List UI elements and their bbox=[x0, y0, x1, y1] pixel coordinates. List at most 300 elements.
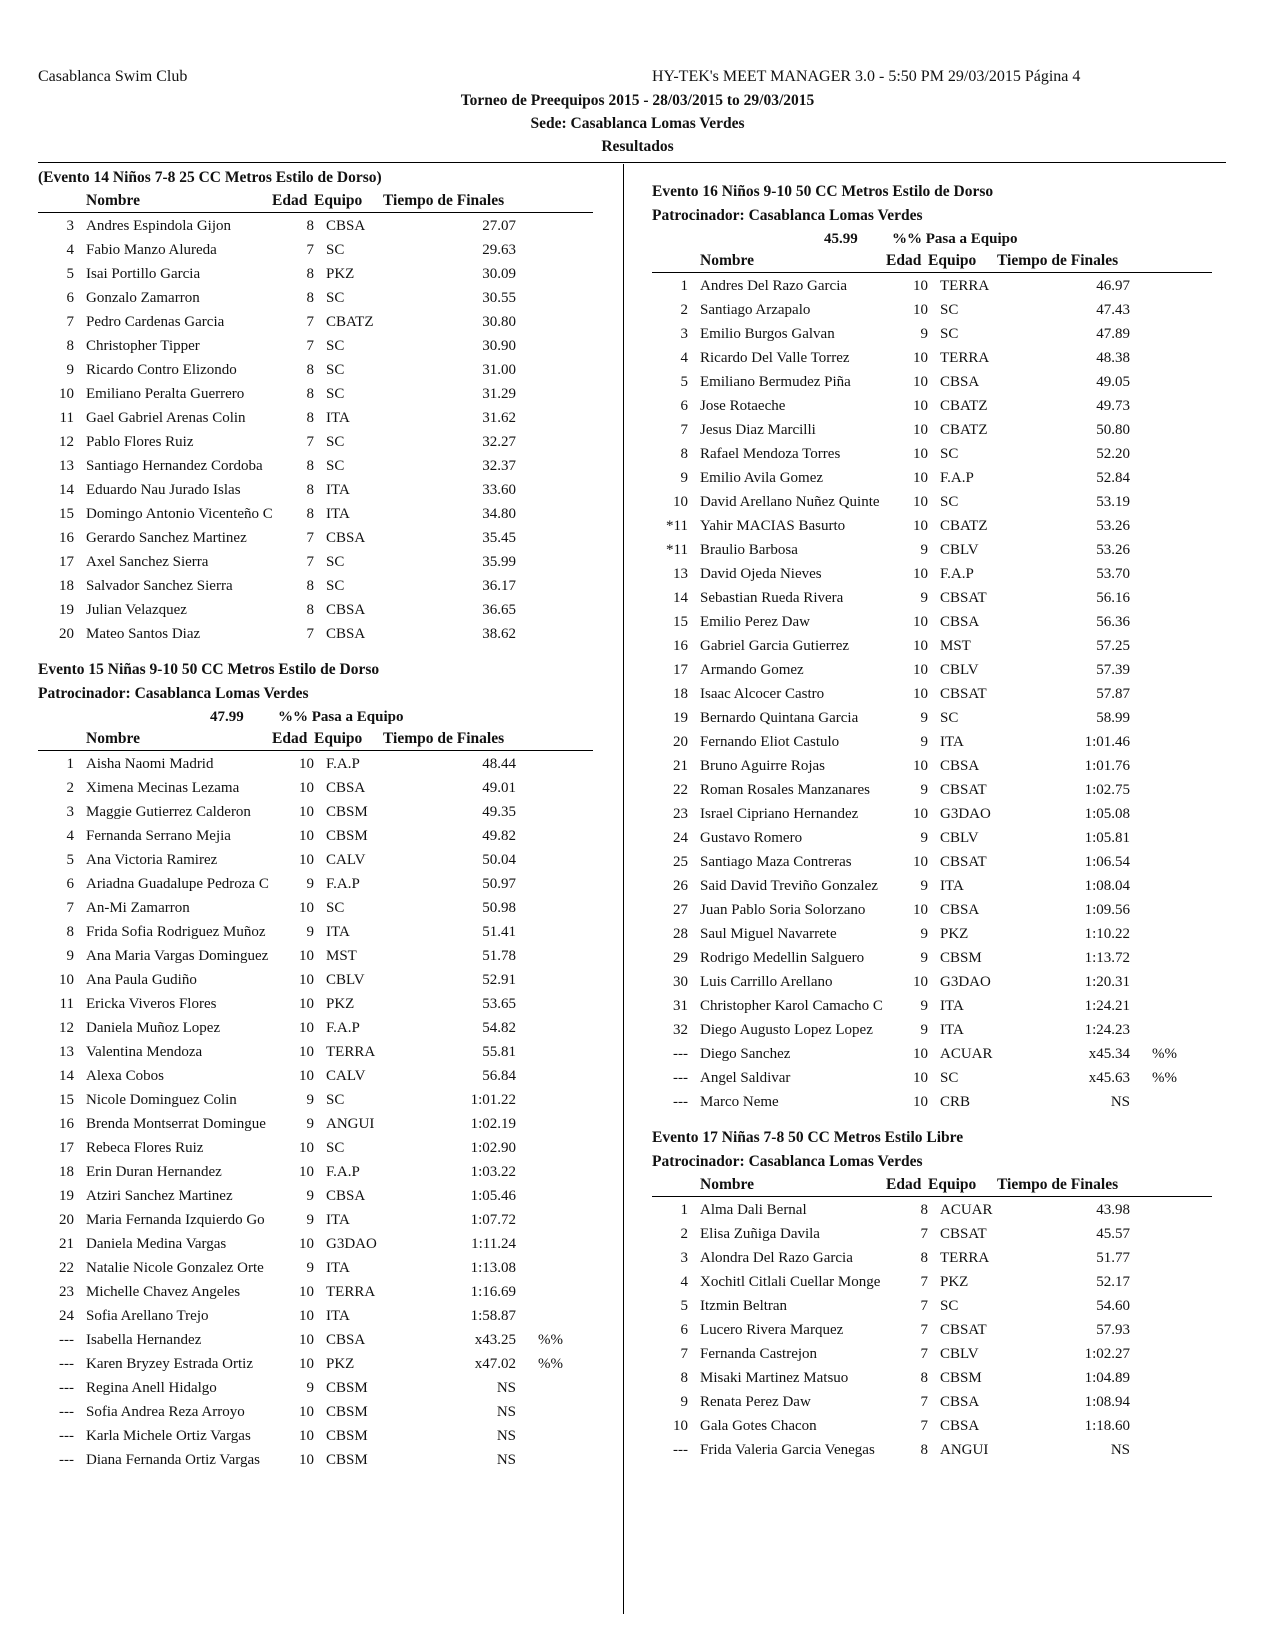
result-name: Itzmin Beltran bbox=[700, 1298, 788, 1314]
result-row bbox=[652, 898, 1212, 922]
col-time: Tiempo de Finales bbox=[383, 730, 505, 747]
result-team: ITA bbox=[326, 506, 350, 522]
event-14-results bbox=[38, 214, 593, 646]
result-time: 47.89 bbox=[1096, 326, 1130, 342]
result-team: CBATZ bbox=[326, 314, 374, 330]
event-15-sponsor: Patrocinador: Casablanca Lomas Verdes bbox=[38, 685, 309, 702]
result-age: 10 bbox=[913, 902, 928, 918]
result-row bbox=[652, 1318, 1212, 1342]
result-row bbox=[652, 1042, 1212, 1066]
result-place: 5 bbox=[680, 1298, 688, 1314]
result-age: 10 bbox=[299, 1164, 314, 1180]
result-row bbox=[652, 994, 1212, 1018]
result-age: 8 bbox=[920, 1442, 928, 1458]
result-team: ACUAR bbox=[940, 1046, 993, 1062]
result-age: 10 bbox=[913, 518, 928, 534]
result-name: Nicole Dominguez Colin bbox=[86, 1092, 237, 1108]
result-place: 7 bbox=[680, 1346, 688, 1362]
result-row bbox=[652, 1198, 1212, 1222]
result-time: 51.78 bbox=[482, 948, 516, 964]
result-name: Ricardo Contro Elizondo bbox=[86, 362, 237, 378]
result-team: CBATZ bbox=[940, 518, 988, 534]
result-time: 31.29 bbox=[482, 386, 516, 402]
result-time: 1:18.60 bbox=[1084, 1418, 1130, 1434]
result-time: 36.65 bbox=[482, 602, 516, 618]
result-name: Natalie Nicole Gonzalez Orte bbox=[86, 1260, 264, 1276]
result-time: 30.55 bbox=[482, 290, 516, 306]
header-rule bbox=[38, 162, 1226, 163]
result-age: 9 bbox=[920, 734, 928, 750]
result-mark: %% bbox=[538, 1356, 563, 1372]
col-age: Edad bbox=[886, 1176, 922, 1193]
result-name: Isabella Hernandez bbox=[86, 1332, 202, 1348]
result-time: 56.36 bbox=[1096, 614, 1130, 630]
result-name: Isaac Alcocer Castro bbox=[700, 686, 825, 702]
result-time: 49.35 bbox=[482, 804, 516, 820]
result-row bbox=[38, 478, 593, 502]
result-team: SC bbox=[940, 302, 959, 318]
result-row bbox=[38, 1376, 593, 1400]
result-row bbox=[652, 682, 1212, 706]
result-place: 4 bbox=[66, 828, 74, 844]
result-age: 9 bbox=[920, 998, 928, 1014]
result-age: 10 bbox=[913, 806, 928, 822]
result-time: 56.84 bbox=[482, 1068, 516, 1084]
result-row bbox=[652, 658, 1212, 682]
result-age: 9 bbox=[920, 542, 928, 558]
result-time: 57.87 bbox=[1096, 686, 1130, 702]
result-team: CBSM bbox=[940, 1370, 982, 1386]
result-name: Emiliano Peralta Guerrero bbox=[86, 386, 245, 402]
result-place: 6 bbox=[680, 398, 688, 414]
result-row bbox=[652, 1066, 1212, 1090]
result-row bbox=[652, 1390, 1212, 1414]
col-age: Edad bbox=[272, 730, 308, 747]
result-row bbox=[652, 706, 1212, 730]
result-place: 18 bbox=[59, 1164, 74, 1180]
result-row bbox=[38, 310, 593, 334]
result-name: Alma Dali Bernal bbox=[700, 1202, 807, 1218]
result-row bbox=[38, 968, 593, 992]
result-place: 3 bbox=[680, 326, 688, 342]
result-place: 7 bbox=[680, 422, 688, 438]
result-row bbox=[38, 848, 593, 872]
result-place: 12 bbox=[59, 434, 74, 450]
result-place: 26 bbox=[673, 878, 688, 894]
result-team: PKZ bbox=[326, 1356, 355, 1372]
result-place: 4 bbox=[66, 242, 74, 258]
result-team: TERRA bbox=[940, 1250, 990, 1266]
result-name: Alexa Cobos bbox=[86, 1068, 164, 1084]
result-team: CBSA bbox=[326, 626, 366, 642]
result-place: 1 bbox=[680, 1202, 688, 1218]
result-time: 1:02.90 bbox=[470, 1140, 516, 1156]
result-name: Frida Valeria Garcia Venegas bbox=[700, 1442, 875, 1458]
result-team: ITA bbox=[940, 878, 964, 894]
result-age: 10 bbox=[299, 1284, 314, 1300]
result-place: 15 bbox=[59, 1092, 74, 1108]
result-name: Lucero Rivera Marquez bbox=[700, 1322, 844, 1338]
result-time: 47.43 bbox=[1096, 302, 1130, 318]
result-row bbox=[38, 598, 593, 622]
result-team: CALV bbox=[326, 852, 366, 868]
result-time: 1:05.81 bbox=[1084, 830, 1130, 846]
result-row bbox=[38, 334, 593, 358]
result-age: 9 bbox=[306, 1212, 314, 1228]
result-place: 27 bbox=[673, 902, 688, 918]
result-row bbox=[652, 538, 1212, 562]
result-row bbox=[38, 872, 593, 896]
result-time: 57.93 bbox=[1096, 1322, 1130, 1338]
result-team: PKZ bbox=[326, 996, 355, 1012]
result-place: 1 bbox=[66, 756, 74, 772]
result-team: TERRA bbox=[326, 1284, 376, 1300]
result-name: Eduardo Nau Jurado Islas bbox=[86, 482, 241, 498]
result-time: NS bbox=[1110, 1442, 1130, 1458]
result-age: 10 bbox=[299, 948, 314, 964]
result-row bbox=[652, 274, 1212, 298]
right-column bbox=[652, 180, 1212, 1462]
result-row bbox=[652, 370, 1212, 394]
event-17-sponsor: Patrocinador: Casablanca Lomas Verdes bbox=[652, 1153, 923, 1170]
result-age: 10 bbox=[299, 852, 314, 868]
event-16-qualifying bbox=[652, 228, 1212, 250]
result-name: Alondra Del Razo Garcia bbox=[700, 1250, 853, 1266]
result-name: Bernardo Quintana Garcia bbox=[700, 710, 859, 726]
result-name: Gerardo Sanchez Martinez bbox=[86, 530, 247, 546]
result-name: Fernanda Serrano Mejia bbox=[86, 828, 231, 844]
result-age: 9 bbox=[920, 590, 928, 606]
event-14-title: (Evento 14 Niños 7-8 25 CC Metros Estilo de Dorso) bbox=[38, 169, 382, 186]
result-place: 24 bbox=[59, 1308, 74, 1324]
result-team: CRB bbox=[940, 1094, 971, 1110]
result-place: 6 bbox=[66, 290, 74, 306]
result-age: 7 bbox=[920, 1418, 928, 1434]
result-row bbox=[652, 418, 1212, 442]
result-row bbox=[38, 1208, 593, 1232]
result-team: CBSAT bbox=[940, 1322, 987, 1338]
col-team: Equipo bbox=[928, 252, 977, 269]
result-place: --- bbox=[59, 1404, 74, 1420]
result-row bbox=[38, 1304, 593, 1328]
result-place: *11 bbox=[666, 518, 688, 534]
result-team: ITA bbox=[326, 924, 350, 940]
result-team: SC bbox=[326, 554, 345, 570]
result-place: 16 bbox=[59, 530, 74, 546]
result-team: ANGUI bbox=[940, 1442, 989, 1458]
result-place: 19 bbox=[59, 1188, 74, 1204]
result-team: CBSAT bbox=[940, 1226, 987, 1242]
result-time: 54.82 bbox=[482, 1020, 516, 1036]
result-age: 10 bbox=[299, 1020, 314, 1036]
result-place: 11 bbox=[59, 410, 74, 426]
result-age: 8 bbox=[920, 1202, 928, 1218]
result-team: CBSAT bbox=[940, 686, 987, 702]
result-row bbox=[38, 944, 593, 968]
result-age: 10 bbox=[299, 1428, 314, 1444]
result-place: 22 bbox=[59, 1260, 74, 1276]
result-time: 45.57 bbox=[1096, 1226, 1130, 1242]
result-age: 10 bbox=[913, 422, 928, 438]
result-age: 10 bbox=[913, 974, 928, 990]
result-time: 48.44 bbox=[482, 756, 516, 772]
result-team: ITA bbox=[326, 482, 350, 498]
result-place: 13 bbox=[59, 1044, 74, 1060]
col-name: Nombre bbox=[86, 192, 140, 209]
result-time: NS bbox=[496, 1380, 516, 1396]
col-team: Equipo bbox=[928, 1176, 977, 1193]
result-row bbox=[38, 262, 593, 286]
result-team: SC bbox=[940, 710, 959, 726]
result-name: Xochitl Citlali Cuellar Monge bbox=[700, 1274, 881, 1290]
result-place: 30 bbox=[673, 974, 688, 990]
result-age: 7 bbox=[920, 1226, 928, 1242]
result-row bbox=[38, 430, 593, 454]
result-place: 29 bbox=[673, 950, 688, 966]
result-age: 9 bbox=[920, 878, 928, 894]
result-mark: %% bbox=[1152, 1046, 1177, 1062]
result-row bbox=[38, 824, 593, 848]
result-age: 7 bbox=[920, 1394, 928, 1410]
result-age: 10 bbox=[299, 972, 314, 988]
result-age: 8 bbox=[306, 362, 314, 378]
result-age: 10 bbox=[913, 470, 928, 486]
result-age: 7 bbox=[306, 626, 314, 642]
result-time: NS bbox=[1110, 1094, 1130, 1110]
result-age: 10 bbox=[913, 638, 928, 654]
result-name: Emilio Burgos Galvan bbox=[700, 326, 835, 342]
result-age: 10 bbox=[299, 1332, 314, 1348]
result-name: Gonzalo Zamarron bbox=[86, 290, 200, 306]
result-row bbox=[652, 1270, 1212, 1294]
results-label: Resultados bbox=[601, 138, 674, 155]
result-name: Aisha Naomi Madrid bbox=[86, 756, 214, 772]
result-name: Elisa Zuñiga Davila bbox=[700, 1226, 820, 1242]
result-name: Pedro Cardenas Garcia bbox=[86, 314, 225, 330]
result-team: ANGUI bbox=[326, 1116, 375, 1132]
result-name: Gael Gabriel Arenas Colin bbox=[86, 410, 246, 426]
result-name: An-Mi Zamarron bbox=[86, 900, 190, 916]
result-place: 1 bbox=[680, 278, 688, 294]
result-place: 13 bbox=[59, 458, 74, 474]
result-place: 6 bbox=[66, 876, 74, 892]
result-name: Ana Maria Vargas Dominguez bbox=[86, 948, 269, 964]
result-team: SC bbox=[326, 362, 345, 378]
result-row bbox=[652, 1342, 1212, 1366]
result-time: 1:11.24 bbox=[471, 1236, 516, 1252]
result-row bbox=[652, 442, 1212, 466]
result-time: 49.05 bbox=[1096, 374, 1130, 390]
result-time: 1:08.04 bbox=[1084, 878, 1130, 894]
result-time: 1:24.21 bbox=[1084, 998, 1130, 1014]
result-name: Braulio Barbosa bbox=[700, 542, 798, 558]
result-age: 10 bbox=[913, 686, 928, 702]
result-name: Mateo Santos Diaz bbox=[86, 626, 201, 642]
result-team: F.A.P bbox=[940, 566, 974, 582]
result-place: 20 bbox=[673, 734, 688, 750]
result-name: Sofia Andrea Reza Arroyo bbox=[86, 1404, 245, 1420]
result-name: Israel Cipriano Hernandez bbox=[700, 806, 859, 822]
result-team: SC bbox=[940, 1298, 959, 1314]
result-place: *11 bbox=[666, 542, 688, 558]
result-team: SC bbox=[326, 458, 345, 474]
result-name: Renata Perez Daw bbox=[700, 1394, 811, 1410]
result-row bbox=[38, 1280, 593, 1304]
result-place: 5 bbox=[66, 852, 74, 868]
result-team: CBSM bbox=[326, 1428, 368, 1444]
result-team: CBSAT bbox=[940, 854, 987, 870]
result-time: x47.02 bbox=[474, 1356, 516, 1372]
result-place: 18 bbox=[59, 578, 74, 594]
result-name: Christopher Karol Camacho C bbox=[700, 998, 883, 1014]
result-place: 14 bbox=[673, 590, 688, 606]
result-time: NS bbox=[496, 1452, 516, 1468]
result-row bbox=[38, 622, 593, 646]
result-row bbox=[38, 1160, 593, 1184]
result-age: 10 bbox=[913, 398, 928, 414]
result-team: ITA bbox=[940, 734, 964, 750]
result-place: 2 bbox=[680, 1226, 688, 1242]
result-row bbox=[38, 550, 593, 574]
result-age: 9 bbox=[306, 1092, 314, 1108]
event-17-title: Evento 17 Niñas 7-8 50 CC Metros Estilo Libre bbox=[652, 1129, 964, 1146]
result-row bbox=[652, 1246, 1212, 1270]
result-place: 21 bbox=[673, 758, 688, 774]
result-age: 7 bbox=[306, 242, 314, 258]
result-time: 49.82 bbox=[482, 828, 516, 844]
result-name: Brenda Montserrat Domingue bbox=[86, 1116, 266, 1132]
result-name: Ariadna Guadalupe Pedroza C bbox=[86, 876, 269, 892]
result-age: 8 bbox=[306, 578, 314, 594]
result-team: SC bbox=[940, 326, 959, 342]
result-row bbox=[652, 610, 1212, 634]
result-row bbox=[652, 754, 1212, 778]
col-team: Equipo bbox=[314, 730, 363, 747]
result-name: Erin Duran Hernandez bbox=[86, 1164, 222, 1180]
qualifying-time: 47.99 bbox=[210, 709, 244, 725]
result-team: G3DAO bbox=[326, 1236, 377, 1252]
result-team: CALV bbox=[326, 1068, 366, 1084]
result-age: 9 bbox=[920, 950, 928, 966]
result-mark: %% bbox=[1152, 1070, 1177, 1086]
result-team: CBSAT bbox=[940, 782, 987, 798]
col-time: Tiempo de Finales bbox=[383, 192, 505, 209]
result-row bbox=[652, 1438, 1212, 1462]
result-place: 4 bbox=[680, 350, 688, 366]
result-place: 21 bbox=[59, 1236, 74, 1252]
result-name: Emilio Avila Gomez bbox=[700, 470, 824, 486]
result-name: Regina Anell Hidalgo bbox=[86, 1380, 217, 1396]
result-place: --- bbox=[59, 1356, 74, 1372]
column-divider bbox=[623, 164, 624, 1614]
result-mark: %% bbox=[538, 1332, 563, 1348]
result-age: 9 bbox=[306, 1116, 314, 1132]
result-name: Ana Victoria Ramirez bbox=[86, 852, 218, 868]
result-place: 14 bbox=[59, 1068, 74, 1084]
result-team: SC bbox=[326, 900, 345, 916]
result-time: 57.39 bbox=[1096, 662, 1130, 678]
result-time: 1:16.69 bbox=[470, 1284, 516, 1300]
result-row bbox=[652, 850, 1212, 874]
result-name: Gabriel Garcia Gutierrez bbox=[700, 638, 850, 654]
result-age: 9 bbox=[306, 1380, 314, 1396]
result-row bbox=[38, 1016, 593, 1040]
result-time: 1:58.87 bbox=[470, 1308, 516, 1324]
result-name: Christopher Tipper bbox=[86, 338, 200, 354]
result-age: 10 bbox=[913, 350, 928, 366]
result-team: F.A.P bbox=[326, 1020, 360, 1036]
result-age: 10 bbox=[299, 828, 314, 844]
result-row bbox=[652, 634, 1212, 658]
result-name: Valentina Mendoza bbox=[86, 1044, 203, 1060]
result-age: 10 bbox=[913, 1070, 928, 1086]
result-team: CBSA bbox=[326, 602, 366, 618]
result-row bbox=[38, 1040, 593, 1064]
result-team: SC bbox=[326, 386, 345, 402]
col-name: Nombre bbox=[700, 1176, 754, 1193]
result-row bbox=[38, 1232, 593, 1256]
result-row bbox=[38, 1328, 593, 1352]
result-place: 28 bbox=[673, 926, 688, 942]
venue: Sede: Casablanca Lomas Verdes bbox=[530, 115, 745, 132]
result-age: 10 bbox=[299, 1068, 314, 1084]
result-age: 9 bbox=[920, 710, 928, 726]
result-row bbox=[38, 454, 593, 478]
result-name: Diego Sanchez bbox=[700, 1046, 791, 1062]
result-age: 8 bbox=[306, 386, 314, 402]
result-place: 10 bbox=[673, 494, 688, 510]
result-place: 3 bbox=[680, 1250, 688, 1266]
result-team: TERRA bbox=[940, 350, 990, 366]
result-row bbox=[652, 394, 1212, 418]
result-age: 10 bbox=[913, 302, 928, 318]
result-name: Andres Del Razo Garcia bbox=[700, 278, 848, 294]
result-place: 17 bbox=[673, 662, 688, 678]
result-team: CBATZ bbox=[940, 422, 988, 438]
result-row bbox=[38, 382, 593, 406]
result-age: 7 bbox=[920, 1274, 928, 1290]
result-name: Emilio Perez Daw bbox=[700, 614, 810, 630]
qualifying-label: %% Pasa a Equipo bbox=[892, 231, 1018, 247]
result-name: Sofia Arellano Trejo bbox=[86, 1308, 209, 1324]
result-place: 32 bbox=[673, 1022, 688, 1038]
result-name: Yahir MACIAS Basurto bbox=[700, 518, 846, 534]
result-name: Diana Fernanda Ortiz Vargas bbox=[86, 1452, 260, 1468]
result-time: 1:06.54 bbox=[1084, 854, 1130, 870]
result-place: 11 bbox=[59, 996, 74, 1012]
result-place: 4 bbox=[680, 1274, 688, 1290]
result-team: ITA bbox=[326, 1212, 350, 1228]
result-name: Michelle Chavez Angeles bbox=[86, 1284, 241, 1300]
result-place: 16 bbox=[673, 638, 688, 654]
result-time: 31.62 bbox=[482, 410, 516, 426]
result-place: 16 bbox=[59, 1116, 74, 1132]
result-time: 52.20 bbox=[1096, 446, 1130, 462]
result-age: 10 bbox=[913, 1094, 928, 1110]
result-place: --- bbox=[59, 1380, 74, 1396]
result-age: 9 bbox=[920, 926, 928, 942]
result-name: Gustavo Romero bbox=[700, 830, 803, 846]
result-name: Ericka Viveros Flores bbox=[86, 996, 217, 1012]
result-place: 19 bbox=[673, 710, 688, 726]
result-row bbox=[38, 1256, 593, 1280]
result-age: 8 bbox=[306, 290, 314, 306]
result-place: 9 bbox=[66, 362, 74, 378]
result-team: TERRA bbox=[326, 1044, 376, 1060]
result-name: Axel Sanchez Sierra bbox=[86, 554, 209, 570]
result-place: 23 bbox=[673, 806, 688, 822]
col-team: Equipo bbox=[314, 192, 363, 209]
